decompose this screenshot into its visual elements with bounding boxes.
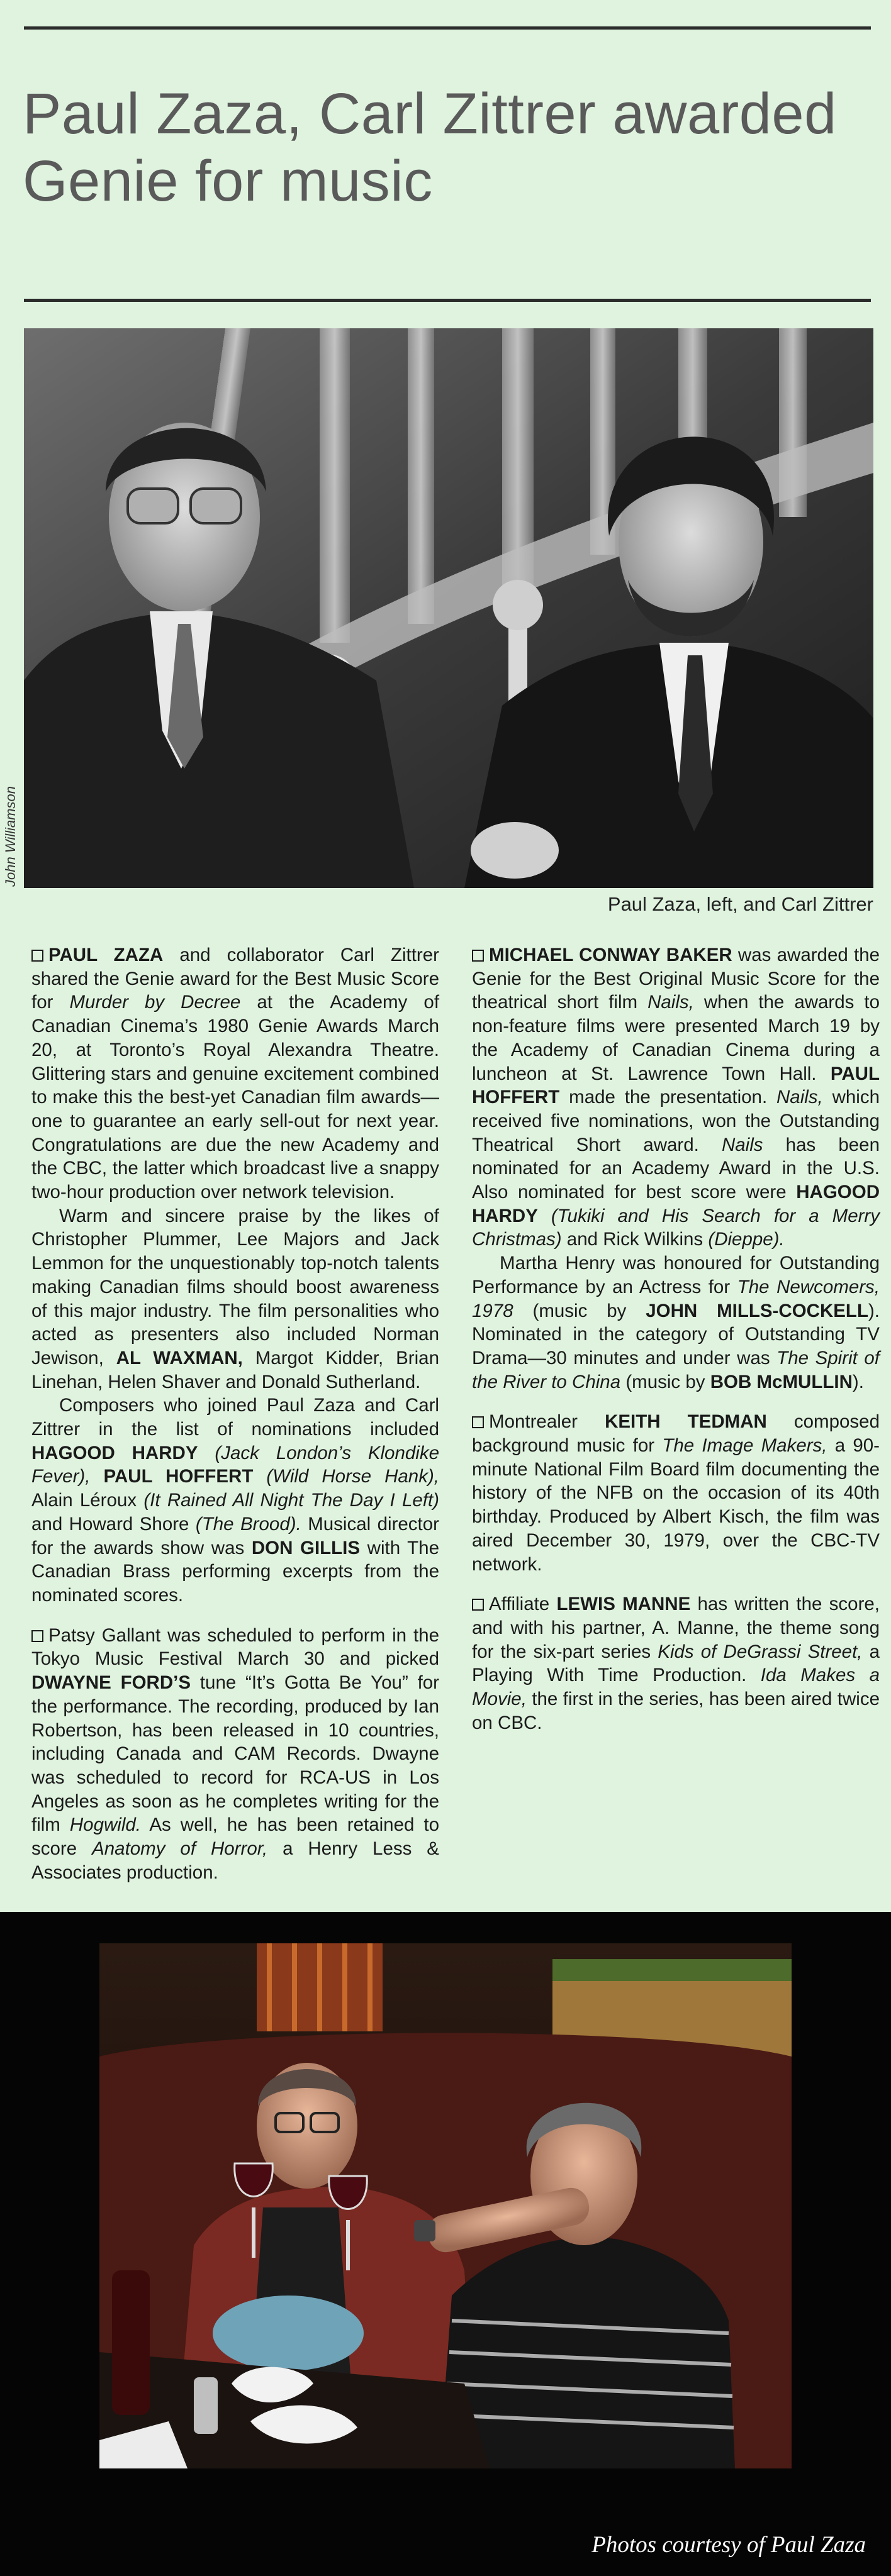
italic-title: Nails [721,1134,763,1155]
text-run: Affiliate [489,1594,557,1615]
text-run: Patsy Gallant was scheduled to perform in the Tokyo Music Festival March 30 and picked [31,1624,439,1670]
italic-title: (Jack London’s Klondike Fever), [31,1442,439,1487]
text-run: made the presentation. [559,1087,776,1108]
award-photo [24,328,873,888]
article-paragraph [31,943,439,1204]
paragraph-box-icon [31,1630,43,1642]
text-run: Martha Henry was honoured for Outstanding Performance by an Actress for [472,1253,880,1297]
text-run: has written the score, and with his partner, A. Manne, the theme song for the six-part series [472,1594,880,1662]
photo-credit: John Williamson [3,786,18,887]
paragraph-box-icon [472,1416,484,1428]
article-paragraph [472,1252,880,1394]
bold-name: KEITH TEDMAN [605,1411,767,1433]
text-run: the first in the series, has been aired twice on CBC. [472,1689,880,1733]
text-run: has been nominated for an Academy Award in the U.S. Also nominated for best score were [472,1134,880,1203]
paragraph-box-icon [472,1599,484,1611]
article-paragraph [31,1624,439,1885]
bold-name: DON GILLIS [251,1537,361,1558]
text-run: Composers who joined Paul Zaza and Carl Zittrer in the list of nominations included [31,1395,439,1440]
text-run: Musical director for the awards show was [31,1513,439,1558]
bold-name: HAGOOD HARDY [31,1442,198,1463]
bold-name: PAUL HOFFERT [103,1466,254,1487]
photo-caption: Paul Zaza, left, and Carl Zittrer [607,893,873,915]
italic-title: Murder by Decree [69,992,241,1013]
article-paragraph [472,943,880,1252]
text-run [538,1206,551,1226]
article-paragraph [472,1410,880,1576]
text-run: a Henry Less & Associates production. [31,1838,439,1883]
text-run: and collaborator Carl Zittrer shared the Genie award for the Best Music Score for [31,945,439,1013]
headline: Paul Zaza, Carl Zittrer awarded Genie for music [23,82,837,213]
text-run: Warm and sincere praise by the likes of Christopher Plummer, Lee Majors and Jack Lemmon for the unquestionably top-notch talents making Canadian films should boost awareness of this major industry. The film personalities who acted as presenters also included Norman Jewison, [31,1205,439,1368]
text-run: (music by [620,1371,710,1392]
text-run: As well, he has been retained to score [31,1814,439,1860]
text-run: Montrealer [489,1411,605,1433]
text-run: which received five nominations, won the Outstanding Theatrical Short award. [472,1087,880,1155]
text-run [198,1443,215,1463]
bold-name: BOB McMULLIN [710,1371,853,1392]
bold-name: AL WAXMAN, [116,1347,243,1368]
text-run: ). [852,1371,864,1392]
italic-title: Nails, [776,1087,823,1108]
italic-title: The Spirit of the River to China [472,1347,880,1392]
text-run: at the Academy of Canadian Cinema’s 1980 Genie Awards March 20, at Toronto’s Royal Alexandra Theatre. Glittering stars and genuine excitement combined to make this the best-yet Canadian film awards—one to guarantee an early sell-out for next year. Congratulations are due the new Academy and the CBC, the latter which broadcast live a snappy two-hour production over network television. [31,992,440,1203]
bold-name: PAUL ZAZA [48,945,164,965]
text-run: a 90-minute National Film Board film documenting the history of the NFB on the occasion of its 40th birthday. Produced by Albert Kisch, the film was aired December 30, 1979, over the CBC-TV network. [472,1435,880,1575]
italic-title: Kids of DeGrassi Street, [658,1641,863,1662]
text-run [253,1466,266,1487]
italic-title: (The Brood). [195,1513,301,1535]
article-column-right [472,943,880,1735]
text-run: tune “It’s Gotta Be You” for the performance. The recording, produced by Ian Robertson, has been released in 10 countries, including Canada and CAM Records. Dwayne was scheduled to record for RCA-US in Los Angeles as soon as he completes writing for the film [31,1672,439,1836]
bold-name: MICHAEL CONWAY BAKER [489,945,732,965]
article-paragraph [31,1204,439,1394]
bold-name: DWAYNE FORD’S [31,1672,191,1694]
italic-title: Hogwild. [69,1814,142,1836]
italic-title: (Dieppe). [708,1229,785,1250]
italic-title: Anatomy of Horror, [92,1838,268,1860]
italic-title: Nails, [647,992,694,1013]
article-paragraph [472,1592,880,1735]
text-run: Alain Léroux [31,1490,144,1511]
text-run: was awarded the Genie for the Best Original Music Score for the theatrical short film [472,945,880,1013]
paragraph-box-icon [31,950,43,962]
paragraph-box-icon [472,950,484,962]
italic-title: (Tukiki and His Search for a Merry Christmas) [472,1205,880,1250]
text-run: a Playing With Time Production. [472,1641,880,1686]
text-run: composed background music for [472,1411,880,1457]
text-run: with The Canadian Brass performing excerpts from the nominated scores. [31,1537,439,1606]
article-paragraph [31,1394,439,1607]
italic-title: The Newcomers, 1978 [472,1276,880,1321]
top-rule [24,26,871,30]
italic-title: Ida Makes a Movie, [472,1665,880,1710]
bold-name: LEWIS MANNE [556,1594,691,1615]
text-run: ). Nominated in the category of Outstanding TV Drama—30 minutes and under was [472,1300,880,1368]
text-run: when the awards to non-feature films were presented March 19 by the Academy of Canadian Cinema during a luncheon at St. Lawrence Town Hall. [472,992,880,1084]
bold-name: PAUL HOFFERT [472,1063,880,1108]
text-run: (music by [513,1300,646,1321]
bold-name: JOHN MILLS-COCKELL [646,1300,868,1321]
text-run: and Rick Wilkins [561,1229,709,1250]
article-column-left [31,943,439,1884]
bold-name: HAGOOD HARDY [472,1182,880,1226]
photos-courtesy-credit: Photos courtesy of Paul Zaza [591,2532,866,2558]
italic-title: (It Rained All Night The Day I Left) [143,1490,439,1511]
text-run: Margot Kidder, Brian Linehan, Helen Shaver and Donald Sutherland. [31,1347,439,1392]
headline-rule [24,299,871,302]
italic-title: The Image Makers, [662,1435,827,1457]
italic-title: (Wild Horse Hank), [266,1466,439,1487]
text-run [90,1466,103,1487]
toast-photo [99,1943,792,2468]
text-run: and Howard Shore [31,1513,196,1535]
